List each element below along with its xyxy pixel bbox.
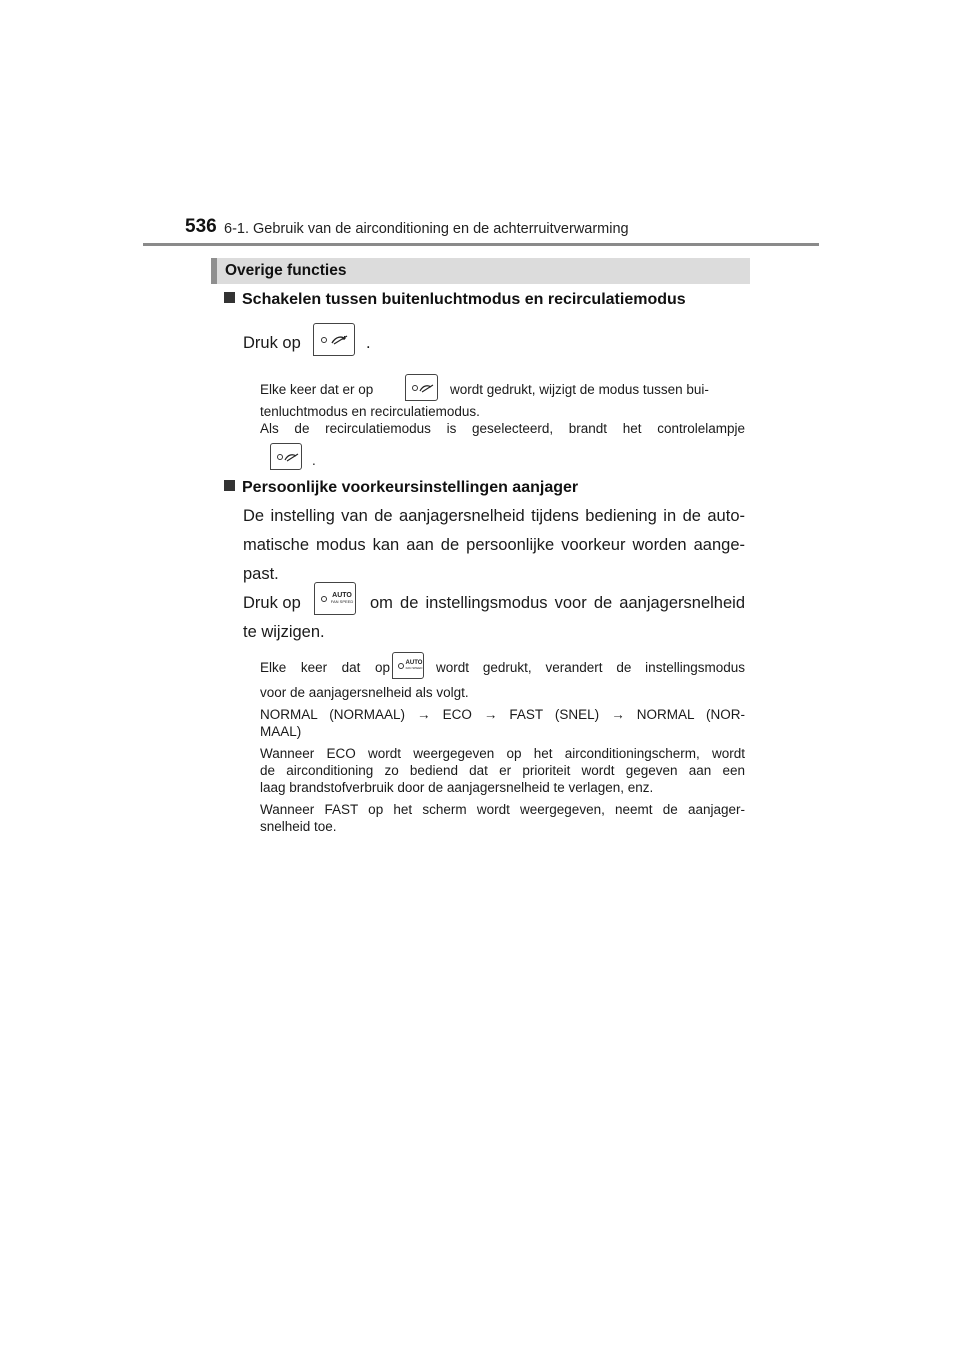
auto-fan-button-icon: [314, 582, 356, 615]
header-divider: [143, 243, 819, 246]
recirc-indicator-icon: [270, 443, 302, 470]
fan-intro-line-3: past.: [243, 565, 279, 583]
recirc-press-suffix: .: [366, 334, 371, 352]
recirc-note-line-4-suffix: .: [312, 453, 316, 468]
section-bar: [211, 258, 750, 284]
fan-intro-line-1: De instelling van de aanjagersnelheid tijdens bediening in de auto-: [243, 507, 745, 525]
auto-button-sublabel: FAN SPEED: [330, 599, 354, 604]
recirc-note-line-2: tenluchtmodus en recirculatiemodus.: [260, 404, 480, 419]
auto-fan-button-inline-icon: [392, 652, 424, 679]
fan-intro-line-2: matische modus kan aan de persoonlijke voorkeur worden aange-: [243, 536, 745, 554]
fan-note-suffix: wordt gedrukt, verandert de instellingsmodus: [436, 660, 745, 675]
fan-press-suffix: om de instellingsmodus voor de aanjagersnelheid: [370, 594, 745, 612]
square-bullet-icon: [224, 480, 235, 491]
auto-inline-sublabel: FAN SPEED: [405, 666, 423, 670]
fan-heading-text: Persoonlijke voorkeursinstellingen aanjager: [242, 479, 579, 496]
recirc-button-inline-icon: [405, 374, 438, 401]
page-number: 536: [185, 216, 217, 237]
recirc-heading-text: Schakelen tussen buitenluchtmodus en recirculatiemodus: [242, 291, 686, 308]
recirc-button-icon: [313, 323, 355, 356]
chapter-title: 6-1. Gebruik van de airconditioning en de achterruitverwarming: [224, 221, 629, 237]
section-title: Overige functies: [225, 262, 347, 279]
fan-cycle-line-2: MAAL): [260, 724, 302, 739]
fan-note-prefix: Elke keer dat op: [260, 660, 390, 675]
fan-eco-line-3: laag brandstofverbruik door de aanjagersnelheid te verlagen, enz.: [260, 780, 654, 795]
recirc-note-line-3: Als de recirculatiemodus is geselecteerd, brandt het controlelampje: [260, 421, 745, 436]
fan-eco-line-2: de airconditioning zo bediend dat er prioriteit wordt gegeven aan een: [260, 763, 745, 778]
recirc-note-prefix: Elke keer dat er op: [260, 382, 374, 397]
fan-press-prefix: Druk op: [243, 594, 301, 612]
recirc-heading: [224, 291, 686, 309]
fan-heading: [224, 479, 578, 497]
auto-inline-label: AUTO: [405, 660, 423, 666]
fan-press-line-2: te wijzigen.: [243, 623, 325, 641]
fan-eco-line-1: Wanneer ECO wordt weergegeven op het airconditioningscherm, wordt: [260, 746, 745, 761]
recirc-note-suffix: wordt gedrukt, wijzigt de modus tussen bui-: [450, 382, 709, 397]
recirc-press-prefix: Druk op: [243, 334, 301, 352]
fan-cycle-line-1: NORMAL (NORMAAL) → ECO → FAST (SNEL) → NORMAL (NOR-: [260, 707, 745, 722]
fan-fast-line-1: Wanneer FAST op het scherm wordt weergegeven, neemt de aanjager-: [260, 802, 745, 817]
fan-fast-line-2: snelheid toe.: [260, 819, 337, 834]
square-bullet-icon: [224, 292, 235, 303]
fan-note-line-2: voor de aanjagersnelheid als volgt.: [260, 685, 469, 700]
auto-button-label: AUTO: [332, 592, 352, 599]
